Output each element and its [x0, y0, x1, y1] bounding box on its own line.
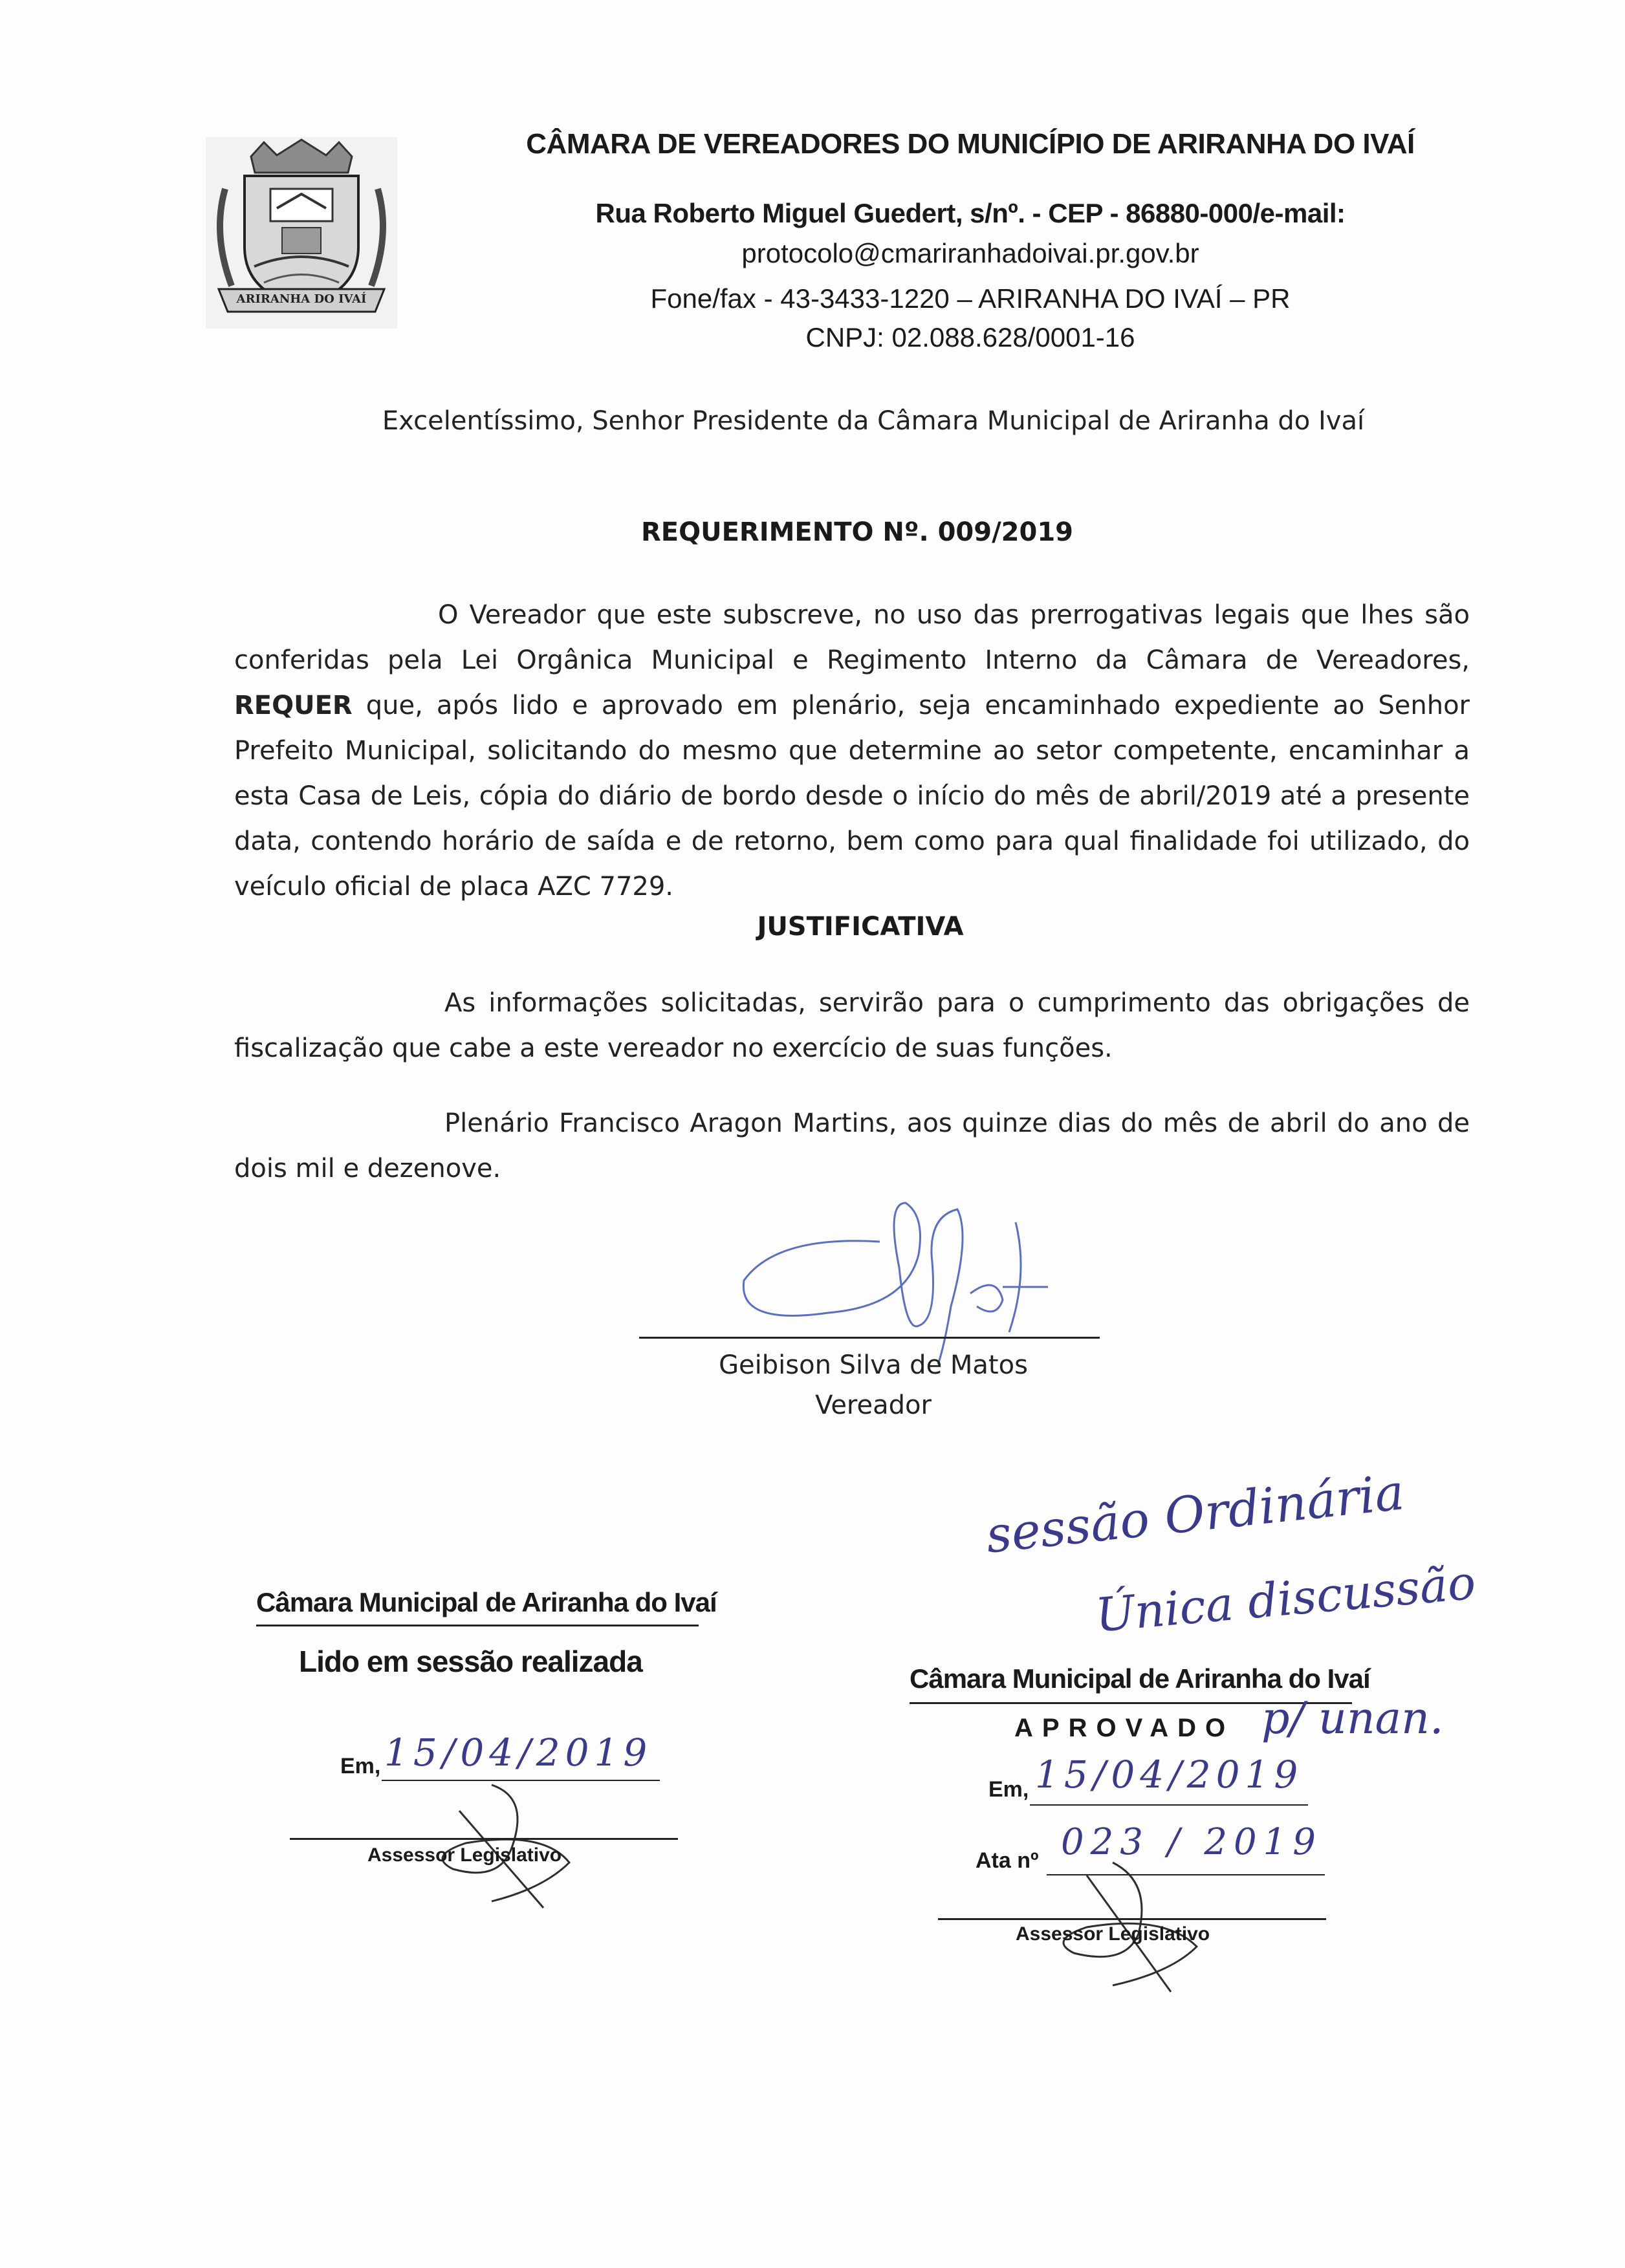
right-stamp-date-line: [1030, 1804, 1308, 1806]
left-stamp-signature-line: [290, 1838, 678, 1840]
salutation: Excelentíssimo, Senhor Presidente da Câmara Municipal de Ariranha do Ivaí: [382, 406, 1365, 436]
closing-text: Plenário Francisco Aragon Martins, aos quinze dias do mês de abril do ano de dois mil e dezenove.: [234, 1108, 1470, 1183]
left-stamp-subtitle: Lido em sessão realizada: [299, 1645, 642, 1678]
request-paragraph: [234, 592, 1470, 909]
signature-scribble: [725, 1177, 1087, 1371]
signer-role: Vereador: [815, 1390, 932, 1420]
institution-phone: Fone/fax - 43-3433-1220 – ARIRANHA DO IVAÍ – PR: [650, 283, 1291, 314]
municipal-seal: [206, 137, 397, 329]
justification-text: As informações solicitadas, servirão para o cumprimento das obrigações de fiscalização que cabe a este vereador no exercício de suas funções.: [234, 988, 1470, 1063]
left-stamp-title: Câmara Municipal de Ariranha do Ivaí: [256, 1587, 717, 1617]
left-stamp-role: Assessor Legislativo: [367, 1844, 562, 1866]
left-stamp-date-value: 15/04/2019: [384, 1731, 653, 1775]
request-text-end: que, após lido e aprovado em plenário, seja encaminhado expediente ao Senhor Prefeito Municipal, solicitando do mesmo que determine ao setor competente, encaminhar a esta Casa de Leis, cópia do diário de bordo desde o início do mês de abril/2019 até a presente data, contendo horário de saída e de retorno, bem como para qual finalidade foi utilizado, do veículo oficial de placa AZC 7729.: [234, 691, 1470, 902]
right-stamp-handwritten-session: sessão Ordinária: [983, 1463, 1407, 1564]
institution-cnpj: CNPJ: 02.088.628/0001-16: [805, 322, 1135, 352]
right-stamp-minutes-value: 023 / 2019: [1061, 1821, 1322, 1863]
right-stamp-date-value: 15/04/2019: [1035, 1753, 1303, 1797]
institution-address: Rua Roberto Miguel Guedert, s/nº. - CEP - 86880-000/e-mail:: [595, 198, 1346, 228]
left-stamp-date-label: Em,: [340, 1754, 381, 1778]
right-stamp-date-label: Em,: [988, 1777, 1029, 1802]
request-text-start: O Vereador que este subscreve, no uso das prerrogativas legais que lhes são conferidas pela Lei Orgânica Municipal e Regimento Interno da Câmara de Vereadores,: [234, 600, 1470, 675]
request-keyword: REQUER: [234, 691, 353, 720]
right-stamp-signature-line: [938, 1918, 1326, 1920]
right-stamp-minutes-label: Ata nº: [976, 1848, 1039, 1873]
right-stamp-title: Câmara Municipal de Ariranha do Ivaí: [910, 1663, 1370, 1694]
signer-name: Geibison Silva de Matos: [719, 1350, 1028, 1380]
institution-email: protocolo@cmariranhadoivai.pr.gov.br: [741, 238, 1199, 268]
seal-banner-text: ARIRANHA DO IVAÍ: [236, 292, 367, 306]
right-stamp-handwritten-discussion: Única discussão: [1093, 1555, 1478, 1643]
justification-title: JUSTIFICATIVA: [757, 912, 964, 942]
signature-line: [639, 1337, 1100, 1339]
right-stamp-status-note: p/ unan.: [1261, 1693, 1444, 1744]
right-stamp-status: APROVADO: [1014, 1714, 1235, 1742]
left-stamp-title-underline: [256, 1625, 699, 1626]
right-stamp-role: Assessor Legislativo: [1016, 1923, 1210, 1945]
institution-title: CÂMARA DE VEREADORES DO MUNICÍPIO DE ARIRANHA DO IVAÍ: [526, 128, 1415, 160]
document-title: REQUERIMENTO Nº. 009/2019: [640, 517, 1074, 547]
